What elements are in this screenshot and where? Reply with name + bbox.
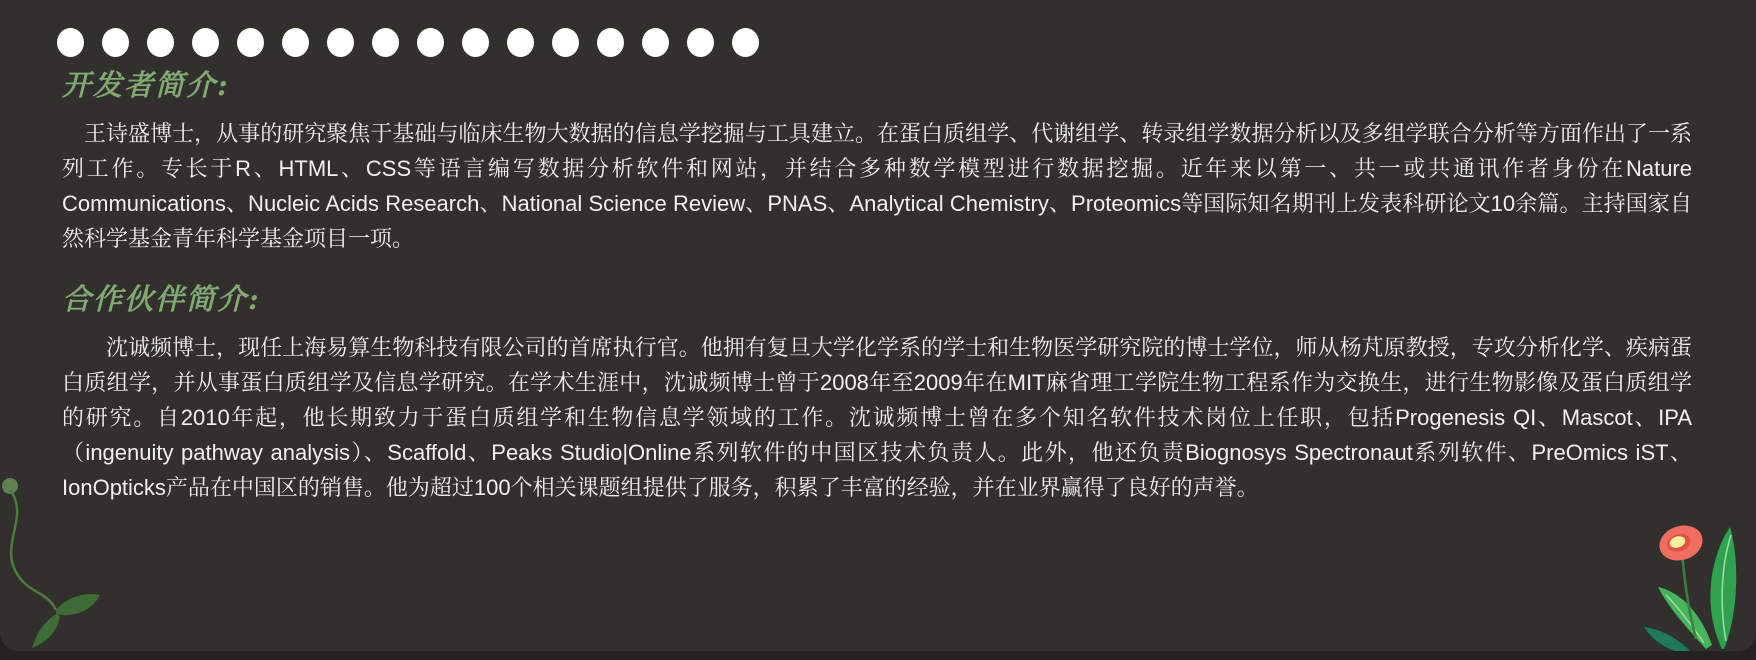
binding-dot bbox=[462, 28, 489, 57]
section-heading-partner: 合作伙伴简介: bbox=[62, 282, 261, 316]
binding-dot bbox=[642, 28, 669, 57]
flower-decoration bbox=[1634, 505, 1756, 651]
binding-dot bbox=[687, 28, 714, 57]
content-area bbox=[62, 66, 1692, 519]
binding-dots-row bbox=[57, 28, 759, 57]
section-heading-developer: 开发者简介: bbox=[62, 68, 230, 102]
binding-dot bbox=[417, 28, 444, 57]
binding-dot bbox=[327, 28, 354, 57]
binding-dot bbox=[282, 28, 309, 57]
developer-intro-paragraph: 王诗盛博士，从事的研究聚焦于基础与临床生物大数据的信息学挖掘与工具建立。在蛋白质组学、代谢组学、转录组学数据分析以及多组学联合分析等方面作出了一系列工作。专长于R、HTML、CSS等语言编写数据分析软件和网站，并结合多种数学模型进行数据挖掘。近年来以第一、共一或共通讯作者身份在Nature Communications、Nucleic Acids Research、National Science Review、PNAS、Analytical Chemistry、Proteomics等国际知名期刊上发表科研论文10余篇。主持国家自然科学基金青年科学基金项目一项。 bbox=[62, 121, 1692, 251]
binding-dot bbox=[237, 28, 264, 57]
binding-dot bbox=[597, 28, 624, 57]
binding-dot bbox=[147, 28, 174, 57]
partner-intro-paragraph: 沈诚频博士，现任上海易算生物科技有限公司的首席执行官。他拥有复旦大学化学系的学士和生物医学研究院的博士学位，师从杨芃原教授，专攻分析化学、疾病蛋白质组学，并从事蛋白质组学及信息学研究。在学术生涯中，沈诚频博士曾于2008年至2009年在MIT麻省理工学院生物工程系作为交换生，进行生物影像及蛋白质组学的研究。自2010年起，他长期致力于蛋白质组学和生物信息学领域的工作。沈诚频博士曾在多个知名软件技术岗位上任职，包括Progenesis QI、Mascot、IPA（ingenuity pathway analysis）、Scaffold、Peaks Studio|Online系列软件的中国区技术负责人。此外，他还负责Biognosys Spectronaut系列软件、PreOmics iST、IonOpticks产品在中国区的销售。他为超过100个相关课题组提供了服务，积累了丰富的经验，并在业界赢得了良好的声誉。 bbox=[62, 335, 1692, 500]
binding-dot bbox=[552, 28, 579, 57]
binding-dot bbox=[372, 28, 399, 57]
binding-dot bbox=[192, 28, 219, 57]
binding-dot bbox=[102, 28, 129, 57]
binding-dot bbox=[732, 28, 759, 57]
binding-dot bbox=[507, 28, 534, 57]
binding-dot bbox=[57, 28, 84, 57]
